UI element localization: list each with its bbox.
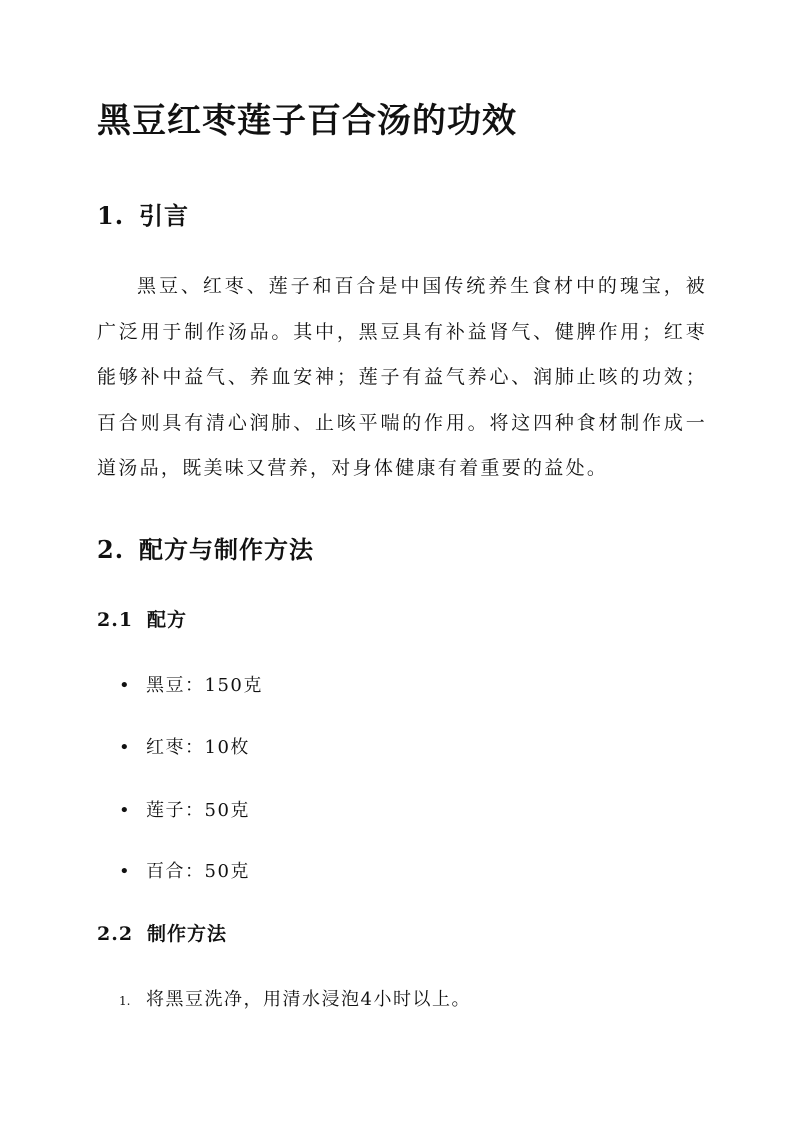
list-item [119,733,250,759]
bullet-icon: • [119,737,130,758]
ingredient-text: 红枣：10枚 [146,737,250,758]
ingredient-text: 百合：50克 [146,861,250,882]
bullet-icon: • [119,800,130,821]
bullet-icon: • [119,675,130,696]
section-title: 配方与制作方法 [139,535,314,564]
subsection-title: 制作方法 [147,923,228,945]
list-item [119,671,263,697]
subsection-heading-ingredients [97,605,187,632]
subsection-number: 2.2 [97,923,134,945]
list-item [119,857,250,883]
section-title: 引言 [139,201,189,230]
introduction-paragraph: 黑豆、红枣、莲子和百合是中国传统养生食材中的瑰宝，被广泛用于制作汤品。其中，黑豆具有补益肾气、健脾作用；红枣能够补中益气、养血安神；莲子有益气养心、润肺止咳的功效；百合则具有清心润肺、止咳平喘的作用。将这四种食材制作成一道汤品，既美味又营养，对身体健康有着重要的益处。 [97,275,707,479]
ingredient-text: 黑豆：150克 [146,675,263,696]
subsection-title: 配方 [147,609,188,631]
ingredient-text: 莲子：50克 [146,800,250,821]
document-title: 黑豆红枣莲子百合汤的功效 [97,101,517,141]
section-heading-introduction [97,196,189,231]
section-number: 1. [97,201,125,230]
list-item [119,796,250,822]
subsection-number: 2.1 [97,609,134,631]
section-number: 2. [97,535,125,564]
step-number: 1. [119,994,131,1008]
subsection-heading-method [97,919,227,946]
step-item [119,985,471,1011]
bullet-icon: • [119,861,130,882]
section-heading-recipe [97,530,314,565]
step-text: 将黑豆洗净，用清水浸泡4小时以上。 [146,989,471,1010]
